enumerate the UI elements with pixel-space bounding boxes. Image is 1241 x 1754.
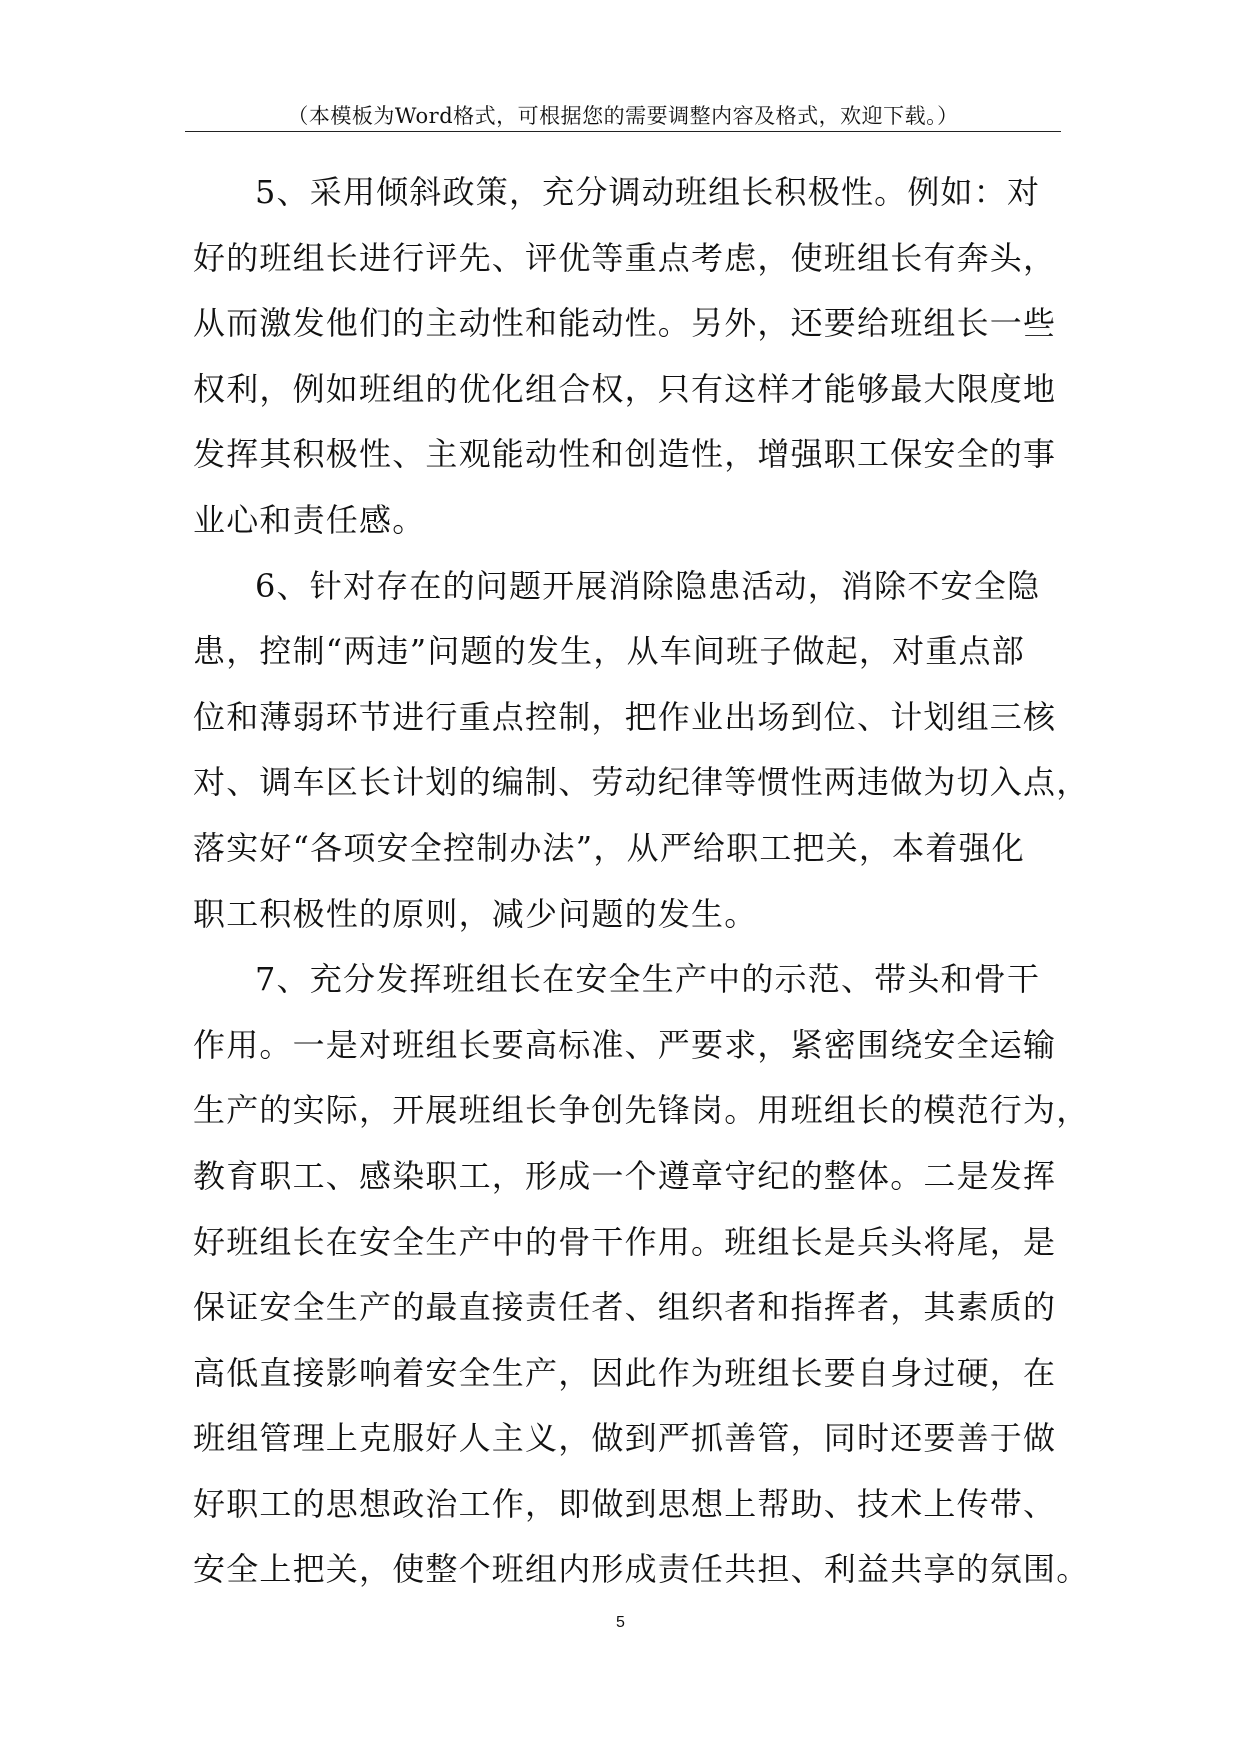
paragraph-line: 职工积极性的原则，减少问题的发生。 <box>193 894 758 933</box>
paragraph-line: 好班组长在安全生产中的骨干作用。班组长是兵头将尾，是 <box>193 1222 1057 1261</box>
paragraph-line: 落实好“各项安全控制办法”，从严给职工把关，本着强化 <box>193 828 1025 867</box>
paragraph-line: 对、调车区长计划的编制、劳动纪律等惯性两违做为切入点， <box>193 763 1090 802</box>
paragraph-line: 患，控制“两违”问题的发生，从车间班子做起，对重点部 <box>193 632 1025 671</box>
paragraph-line: 安全上把关，使整个班组内形成责任共担、利益共享的氛围。 <box>193 1550 1090 1589</box>
paragraph-line: 教育职工、感染职工，形成一个遵章守纪的整体。二是发挥 <box>193 1156 1057 1195</box>
paragraph-line: 从而激发他们的主动性和能动性。另外，还要给班组长一些 <box>193 304 1057 343</box>
paragraph-line: 发挥其积极性、主观能动性和创造性，增强职工保安全的事 <box>193 435 1057 474</box>
paragraph-line: 高低直接影响着安全生产，因此作为班组长要自身过硬，在 <box>193 1353 1057 1392</box>
paragraph-line: 业心和责任感。 <box>193 500 426 539</box>
paragraph-line: 好的班组长进行评先、评优等重点考虑，使班组长有奔头， <box>193 238 1057 277</box>
paragraph-line: 位和薄弱环节进行重点控制，把作业出场到位、计划组三核 <box>193 697 1057 736</box>
paragraph-line: 权利，例如班组的优化组合权，只有这样才能够最大限度地 <box>193 369 1057 408</box>
paragraph-line: 好职工的思想政治工作，即做到思想上帮助、技术上传带、 <box>193 1484 1057 1523</box>
paragraph-line: 7、充分发挥班组长在安全生产中的示范、带头和骨干 <box>255 960 1041 999</box>
template-note-header: （本模板为Word格式，可根据您的需要调整内容及格式，欢迎下载。） <box>287 104 959 128</box>
page-number: 5 <box>616 1614 625 1631</box>
document-body <box>193 160 1090 1603</box>
paragraph-line: 保证安全生产的最直接责任者、组织者和指挥者，其素质的 <box>193 1288 1057 1327</box>
paragraph-line: 作用。一是对班组长要高标准、严要求，紧密围绕安全运输 <box>193 1025 1057 1064</box>
paragraph-line: 班组管理上克服好人主义，做到严抓善管，同时还要善于做 <box>193 1419 1057 1458</box>
paragraph-line: 5、采用倾斜政策，充分调动班组长积极性。例如：对 <box>255 173 1041 211</box>
paragraph-line: 6、针对存在的问题开展消除隐患活动，消除不安全隐 <box>255 566 1041 605</box>
header-rule <box>185 131 1061 132</box>
paragraph-line: 生产的实际，开展班组长争创先锋岗。用班组长的模范行为， <box>193 1091 1090 1130</box>
